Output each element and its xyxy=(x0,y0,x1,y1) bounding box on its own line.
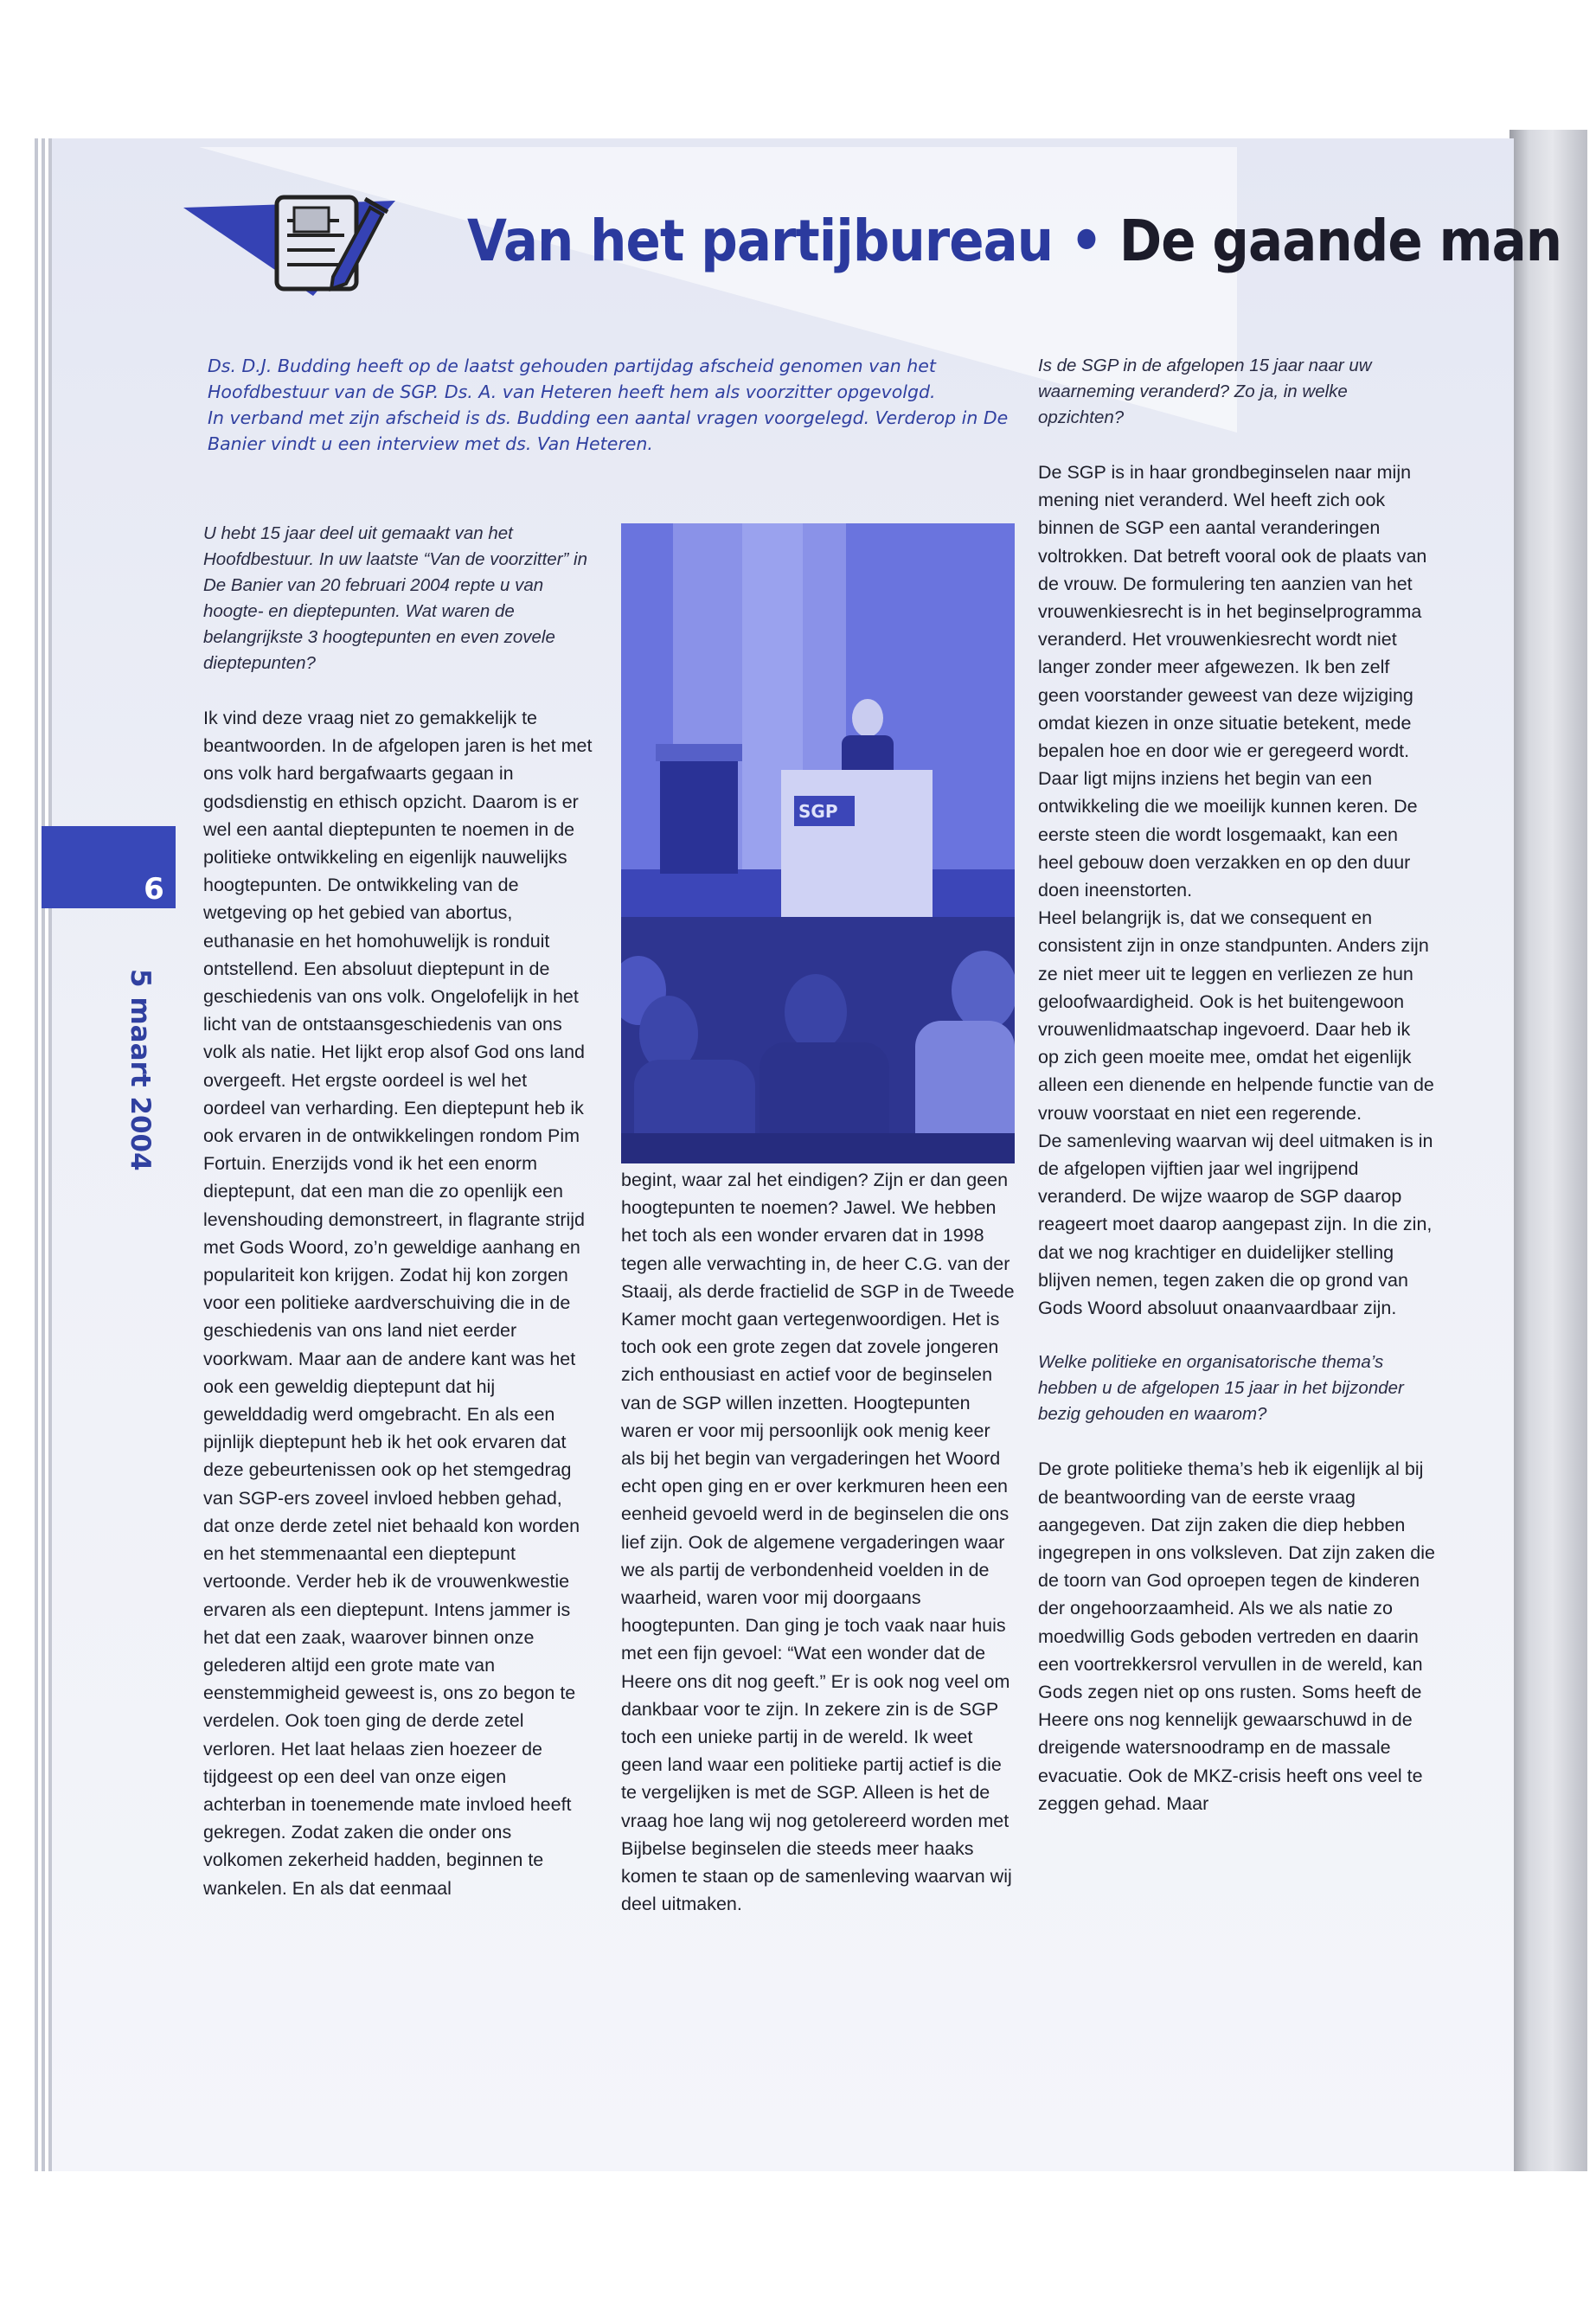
issue-date: 5 maart 2004 xyxy=(125,969,156,1171)
speaker-photo xyxy=(621,523,1015,1163)
answer-2-para3: De samenleving waarvan wij deel uitmaken is in de afgelopen vijftien jaar wel ingrijpend veranderd. De wijze waarop de SGP daarop reageert moet daarop aangepast zijn. In die zin, dat we nog krachtiger en duidelijker stelling blijven nemen, tegen zaken die op grond van Gods Woord absoluut onaanvaardbaar zijn. xyxy=(1038,1130,1433,1319)
question-2: Is de SGP in de afgelopen 15 jaar naar uw waarneming veranderd? Zo ja, in welke opzichten? xyxy=(1038,356,1372,427)
title-part2: De gaande man xyxy=(1118,208,1562,274)
article-column-1 xyxy=(203,521,593,1902)
page-edge xyxy=(42,138,45,2171)
answer-2-para2: Heel belangrijk is, dat we consequent en consistent zijn in onze standpunten. Anders zijn ze niet meer uit te leggen en verliezen ze hun geloofwaardigheid. Ook is het buitengewoon vrouwenlidmaatschap ingevoerd. Daar heb ik op zich geen moeite mee, omdat het eigenlijk alleen een dienende en helpende functie van de vrouw voorstaat en niet een regerende. xyxy=(1038,907,1434,1124)
intro-text xyxy=(208,353,1012,457)
page-number: 6 xyxy=(144,872,164,907)
lectern-banner-text: SGP xyxy=(798,801,838,822)
article-column-3 xyxy=(1038,353,1436,1817)
answer-2-para1: De SGP is in haar grondbeginselen naar mijn mening niet veranderd. Wel heeft zich ook binnen de SGP een aantal veranderingen voltrokken. Dat betreft vooral ook de plaats van de vrouw. De formulering ten aanzien van het vrouwenkiesrecht is in het beginselprogramma veranderd. Het vrouwenkiesrecht wordt niet langer zonder meer afgewezen. Ik ben zelf geen voorstander geweest van deze wijziging omdat kiezen in onze situatie betekent, mede bepalen hoe en door wie er geregeerd wordt. Daar ligt mijns inziens het begin van een ontwikkeling die we moeilijk kunnen keren. De eerste steen die wordt losgemaakt, kan een heel gebouw doen verzakken en op den duur doen ineenstorten. xyxy=(1038,462,1427,901)
answer-1-part2: begint, waar zal het eindigen? Zijn er dan geen hoogtepunten te noemen? Jawel. We hebben het toch als een wonder ervaren dat in 1998 tegen alle verwachting in, de heer C.G. van der Staaij, als derde fractielid de SGP in de Tweede Kamer mocht gaan vertegenwoordigen. Het is toch ook een grote zegen dat zovele jongeren zich enthousiast en actief voor de beginselen van de SGP willen inzetten. Hoogtepunten waren er voor mij persoonlijk ook menig keer als bij het begin van vergaderingen het Woord echt open ging en er over kerkmuren heen een eenheid gevoeld werd in de beginselen die ons lief zijn. Ook de algemene vergaderingen waar we als partij de verbondenheid voelden in de waarheid, waren voor mij doorgaans hoogtepunten. Dan ging je toch vaak naar huis met een fijn gevoel: “Wat een wonder dat de Heere ons dit nog geeft.” Er is ook nog veel om dankbaar voor te zijn. In zekere zin is de SGP toch een unieke partij in de wereld. Ik weet geen land waar een politieke partij actief is die te vergelijken is met de SGP. Alleen is het de vraag hoe lang wij nog getolereerd worden met Bijbelse beginselen die steeds meer haaks komen te staan op de samenleving waarvan wij deel uitmaken. xyxy=(621,1170,1015,1915)
answer-1-part1: Ik vind deze vraag niet zo gemakkelijk te beantwoorden. In de afgelopen jaren is het met ons volk hard bergafwaarts gegaan in godsdienstig en ethisch opzicht. Daarom is er wel een aantal dieptepunten te noemen in de politieke ontwikkeling en eigenlijk nauwelijks hoogtepunten. De ontwikkeling van de wetgeving op het gebied van abortus, euthanasie en het homohuwelijk is ronduit ontstellend. Een absoluut dieptepunt in de geschiedenis van ons volk. Ongelofelijk in het licht van de ontstaansgeschiedenis van ons volk als natie. Het lijkt erop alsof God ons land overgeeft. Het ergste oordeel is wel het oordeel van verharding. Een dieptepunt heb ik ook ervaren in de ontwikkelingen rondom Pim Fortuin. Enerzijds vond ik het een enorm dieptepunt, dat een man die zo openlijk een levenshouding demonstreert, in flagrante strijd met Gods Woord, zo’n geweldige aanhang en populariteit kon krijgen. Zodat hij kon zorgen voor een politieke aardverschuiving die in de geschiedenis van ons land niet eerder voorkwam. Maar aan de andere kant was het ook een geweldig dieptepunt dat hij gewelddadig werd omgebracht. En als een pijnlijk dieptepunt heb ik het ook ervaren dat deze gebeurtenissen ook op het stemgedrag van SGP-ers zoveel invloed hebben gehad, dat onze derde zetel niet behaald kon worden en het stemmenaantal een dieptepunt vertoonde. Verder heb ik de vrouwenkwestie ervaren als een dieptepunt. Intens jammer is het dat een zaak, waarover binnen onze gelederen altijd een grote mate van eenstemmigheid geweest is, ons zo begon te verdelen. Ook toen ging de derde zetel verloren. Het laat helaas zien hoezeer de tijdgeest op een deel van onze eigen achterban in toenemende mate invloed heeft gekregen. Zodat zaken die onder ons volkomen zekerheid hadden, beginnen te wankelen. En als dat eenmaal xyxy=(203,708,593,1899)
article-column-2 xyxy=(621,1166,1015,1918)
page-edge xyxy=(35,138,38,2171)
question-3: Welke politieke en organisatorische thema’s hebben u de afgelopen 15 jaar in het bijzonder bezig gehouden en waarom? xyxy=(1038,1352,1404,1425)
book-spine xyxy=(1509,130,1587,2171)
document-pen-icon xyxy=(260,173,389,303)
question-1: U hebt 15 jaar deel uit gemaakt van het Hoofdbestuur. In uw laatste “Van de voorzitter” in De Banier van 20 februari 2004 repte u van hoogte- en dieptepunten. Wat waren de belangrijkste 3 hoogtepunten en even zovele dieptepunten? xyxy=(203,523,588,673)
answer-3: De grote politieke thema’s heb ik eigenlijk al bij de beantwoording van de eerste vraag aangegeven. Dat zijn zaken die diep hebben ingegrepen in ons volksleven. Dat zijn zaken die de toorn van God oproepen tegen de kinderen der ongehoorzaamheid. Als we als natie zo moedwillig Gods geboden vertreden en daarin een voortrekkersrol vervullen in de wereld, kan Gods zegen niet op ons rusten. Soms heeft de Heere ons nog kennelijk gewaarschuwd in de dreigende watersnoodramp en de massale evacuatie. Ook de MKZ-crisis heeft ons veel te zeggen gehad. Maar xyxy=(1038,1458,1435,1814)
intro-line2: In verband met zijn afscheid is ds. Budding een aantal vragen voorgelegd. Verderop in De Banier vindt u een interview met ds. Van Heteren. xyxy=(208,407,1009,454)
title-part1: Van het partijbureau xyxy=(467,208,1054,274)
page-title xyxy=(467,208,1562,274)
title-bullet: • xyxy=(1069,208,1103,274)
photo-speaker-at-lectern xyxy=(621,523,1015,1163)
intro-line1: Ds. D.J. Budding heeft op de laatst gehouden partijdag afscheid genomen van het Hoofdbestuur van de SGP. Ds. A. van Heteren heeft hem als voorzitter opgevolgd. xyxy=(208,356,936,402)
